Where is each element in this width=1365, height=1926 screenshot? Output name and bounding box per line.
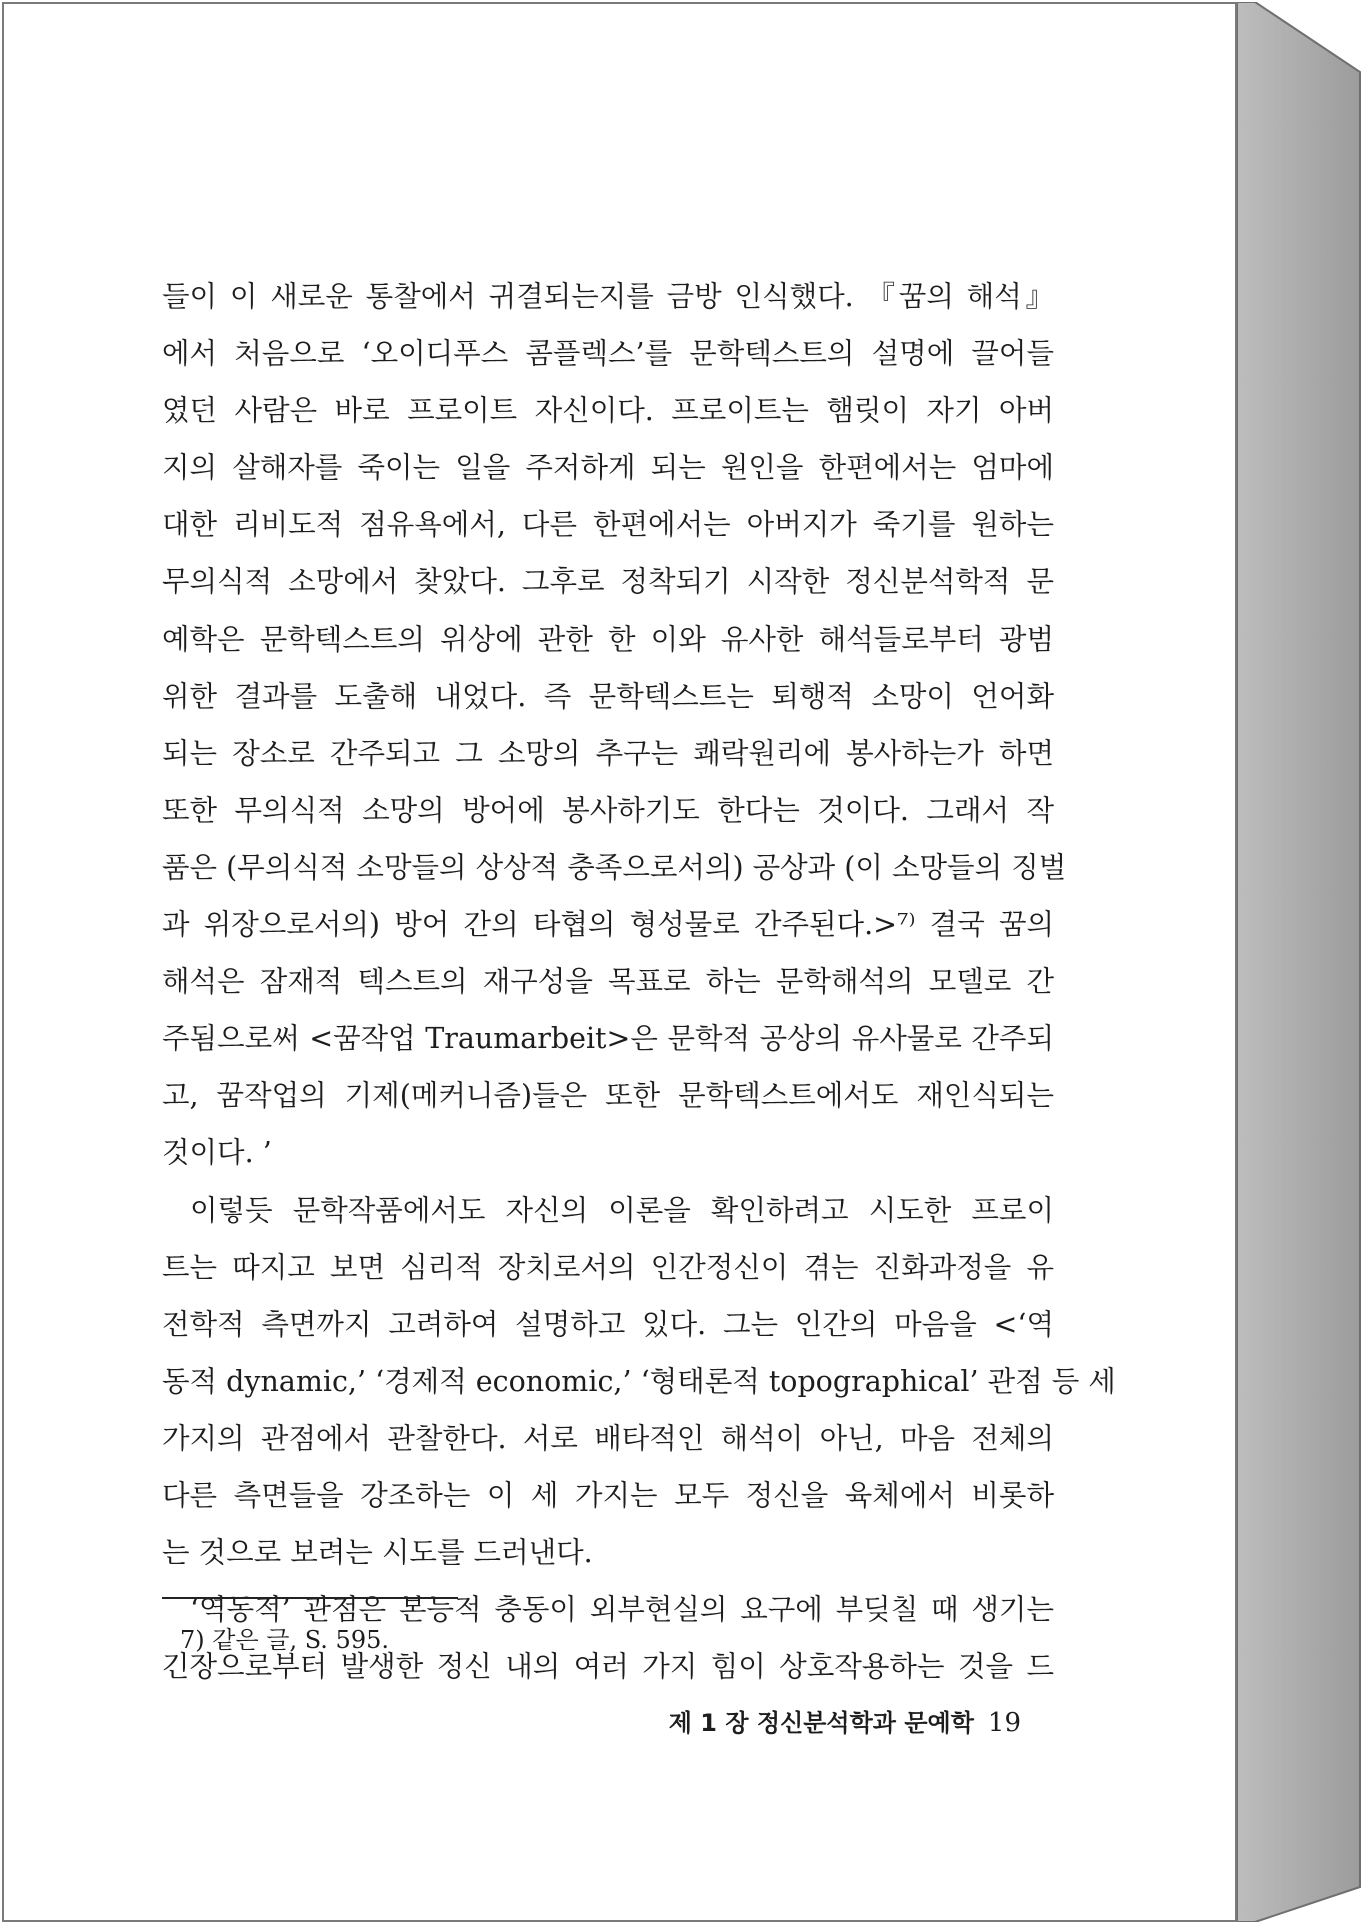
- body-line: 것이다. ’: [162, 1136, 272, 1170]
- body-line: 품은 (무의식적 소망들의 상상적 충족으로서의) 공상과 (이 소망들의 징벌: [162, 850, 1067, 884]
- body-line: 또한 무의식적 소망의 방어에 봉사하기도 한다는 것이다. 그래서 작: [162, 793, 1054, 827]
- chapter-title: 제 1 장 정신분석학과 문예학: [668, 1709, 974, 1737]
- body-line: 가지의 관점에서 관찰한다. 서로 배타적인 해석이 아닌, 마음 전체의: [162, 1421, 1054, 1455]
- body-line: 다른 측면들을 강조하는 이 세 가지는 모두 정신을 육체에서 비롯하: [162, 1478, 1054, 1512]
- body-line: 고, 꿈작업의 기제(메커니즘)들은 또한 문학텍스트에서도 재인식되는: [162, 1079, 1054, 1113]
- body-line: 긴장으로부터 발생한 정신 내의 여러 가지 힘이 상호작용하는 것을 드: [162, 1650, 1054, 1684]
- book-page-edges: [1237, 2, 1362, 1922]
- body-line: 트는 따지고 보면 심리적 장치로서의 인간정신이 겪는 진화과정을 유: [162, 1250, 1054, 1284]
- page-edge-graphic: [1237, 2, 1362, 1922]
- page-number: 19: [987, 1708, 1021, 1738]
- body-line: 동적 dynamic,’ ‘경제적 economic,’ ‘형태론적 topographical’ 관점 등 세: [162, 1364, 1116, 1398]
- body-line: 지의 살해자를 죽이는 일을 주저하게 되는 원인을 한편에서는 엄마에: [162, 451, 1054, 485]
- body-line: 주됨으로써 <꿈작업 Traumarbeit>은 문학적 공상의 유사물로 간주되: [162, 1022, 1054, 1056]
- body-line: 이렇듯 문학작품에서도 자신의 이론을 확인하려고 시도한 프로이: [190, 1193, 1054, 1227]
- footnote-divider: [162, 1597, 458, 1599]
- body-line: ‘역동적’ 관점은 본능적 충동이 외부현실의 요구에 부딪칠 때 생기는: [190, 1593, 1054, 1627]
- body-line: 였던 사람은 바로 프로이트 자신이다. 프로이트는 햄릿이 자기 아버: [162, 394, 1054, 428]
- body-line: 들이 이 새로운 통찰에서 귀결되는지를 금방 인식했다. 『꿈의 해석』: [162, 280, 1054, 313]
- body-line: 위한 결과를 도출해 내었다. 즉 문학텍스트는 퇴행적 소망이 언어화: [162, 679, 1054, 713]
- body-line: 예학은 문학텍스트의 위상에 관한 한 이와 유사한 해석들로부터 광범: [162, 622, 1054, 656]
- body-line: 되는 장소로 간주되고 그 소망의 추구는 쾌락원리에 봉사하는가 하면: [162, 736, 1054, 770]
- body-line: 무의식적 소망에서 찾았다. 그후로 정착되기 시작한 정신분석학적 문: [162, 565, 1054, 599]
- body-line: 대한 리비도적 점유욕에서, 다른 한편에서는 아버지가 죽기를 원하는: [162, 508, 1054, 542]
- body-line: 에서 처음으로 ‘오이디푸스 콤플렉스’를 문학텍스트의 설명에 끌어들: [162, 337, 1054, 371]
- body-line: 해석은 잠재적 텍스트의 재구성을 목표로 하는 문학해석의 모델로 간: [162, 965, 1054, 999]
- body-line: 전학적 측면까지 고려하여 설명하고 있다. 그는 인간의 마음을 <‘역: [162, 1307, 1054, 1341]
- body-line: 과 위장으로서의) 방어 간의 타협의 형성물로 간주된다.>⁷⁾ 결국 꿈의: [162, 908, 1054, 942]
- body-text: [162, 268, 1116, 1695]
- body-line: 는 것으로 보려는 시도를 드러낸다.: [162, 1536, 593, 1570]
- running-footer: [661, 1703, 1021, 1738]
- footnote-7: 7) 같은 글, S. 595.: [180, 1626, 389, 1654]
